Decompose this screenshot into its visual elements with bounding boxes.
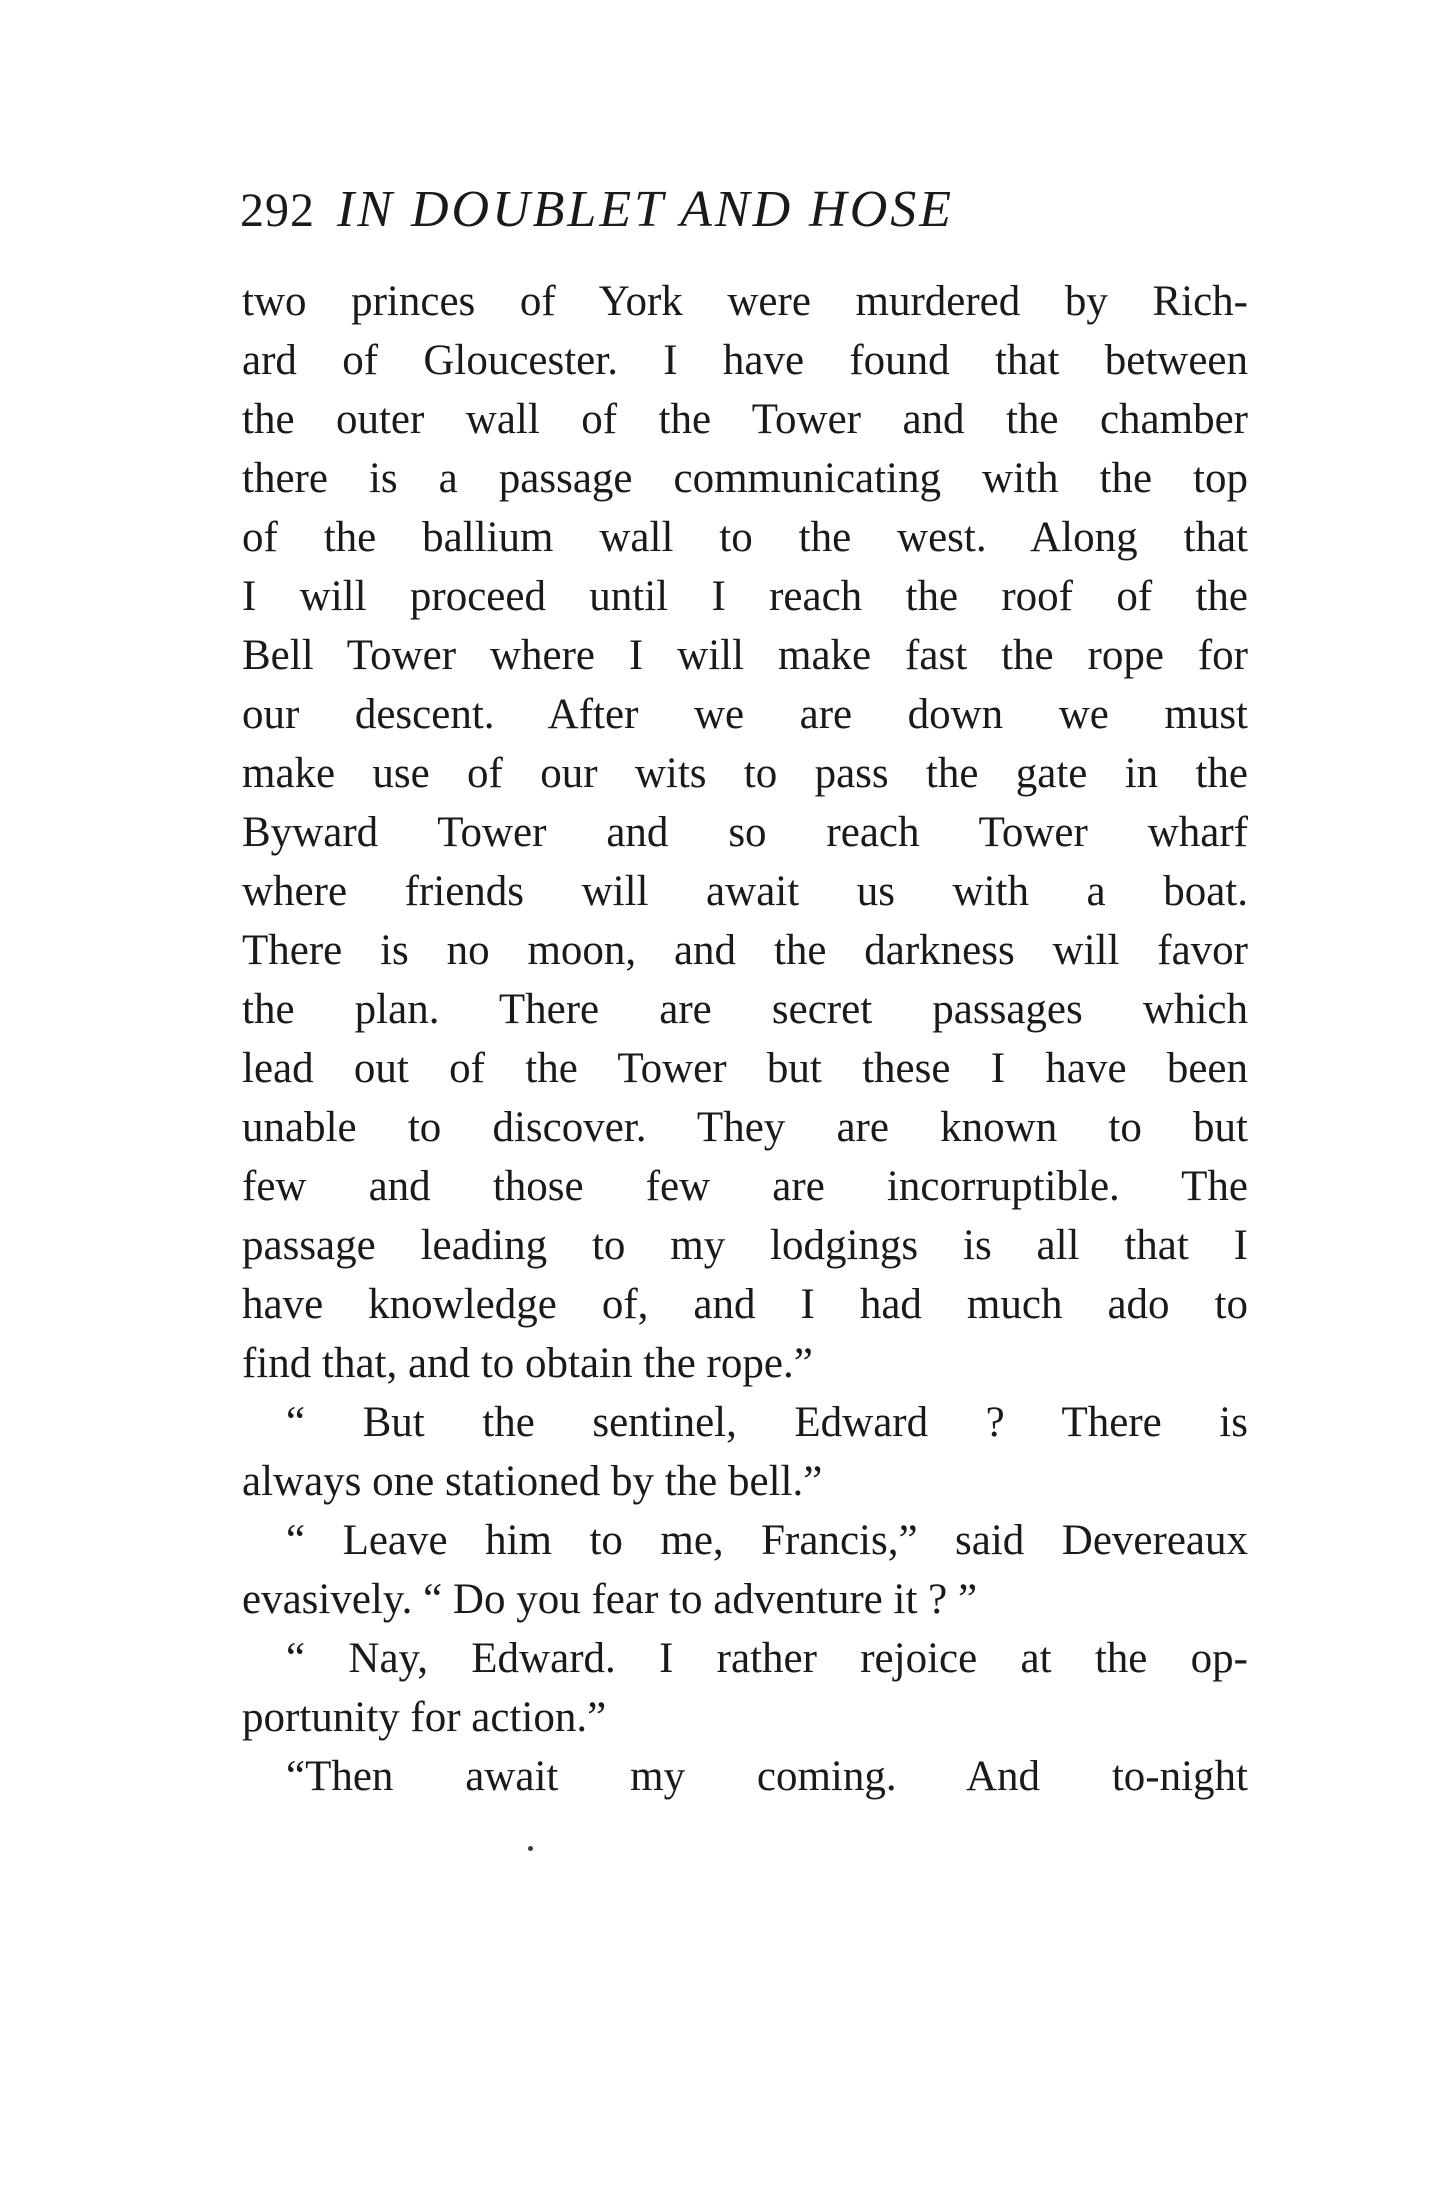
- text-line: find that, and to obtain the rope.”: [242, 1340, 813, 1387]
- text-line: of the ballium wall to the west. Along that: [242, 514, 1248, 561]
- text-line: “Then await my coming. And to-night: [286, 1753, 1248, 1800]
- running-title: IN DOUBLET AND HOSE: [337, 181, 955, 238]
- text-line: lead out of the Tower but these I have been: [242, 1045, 1248, 1092]
- page-number: 292: [240, 184, 315, 237]
- text-line: I will proceed until I reach the roof of the: [242, 573, 1248, 620]
- text-line: the plan. There are secret passages which: [242, 986, 1248, 1033]
- text-line: always one stationed by the bell.”: [242, 1458, 823, 1505]
- text-line: unable to discover. They are known to but: [242, 1104, 1248, 1151]
- text-line: there is a passage communicating with the top: [242, 455, 1248, 502]
- text-line: have knowledge of, and I had much ado to: [242, 1281, 1248, 1328]
- text-line: Bell Tower where I will make fast the rope for: [242, 632, 1248, 679]
- text-line: make use of our wits to pass the gate in the: [242, 750, 1248, 797]
- text-line: portunity for action.”: [242, 1694, 607, 1741]
- text-line: our descent. After we are down we must: [242, 691, 1248, 738]
- text-line: two princes of York were murdered by Rich-: [242, 278, 1248, 325]
- text-line: There is no moon, and the darkness will favor: [242, 927, 1248, 974]
- text-line: few and those few are incorruptible. The: [242, 1163, 1248, 1210]
- body-text: [242, 272, 1248, 1806]
- print-speck: [528, 1846, 533, 1851]
- text-line: “ Leave him to me, Francis,” said Devereaux: [286, 1517, 1248, 1564]
- text-line: Byward Tower and so reach Tower wharf: [242, 809, 1248, 856]
- text-line: the outer wall of the Tower and the chamber: [242, 396, 1248, 443]
- text-line: passage leading to my lodgings is all that I: [242, 1222, 1248, 1269]
- text-line: ard of Gloucester. I have found that between: [242, 337, 1248, 384]
- text-line: where friends will await us with a boat.: [242, 868, 1248, 915]
- text-line: “ But the sentinel, Edward ? There is: [286, 1399, 1248, 1446]
- running-header: [240, 180, 1240, 260]
- text-line: evasively. “ Do you fear to adventure it ? ”: [242, 1576, 978, 1623]
- text-line: “ Nay, Edward. I rather rejoice at the op-: [286, 1635, 1248, 1682]
